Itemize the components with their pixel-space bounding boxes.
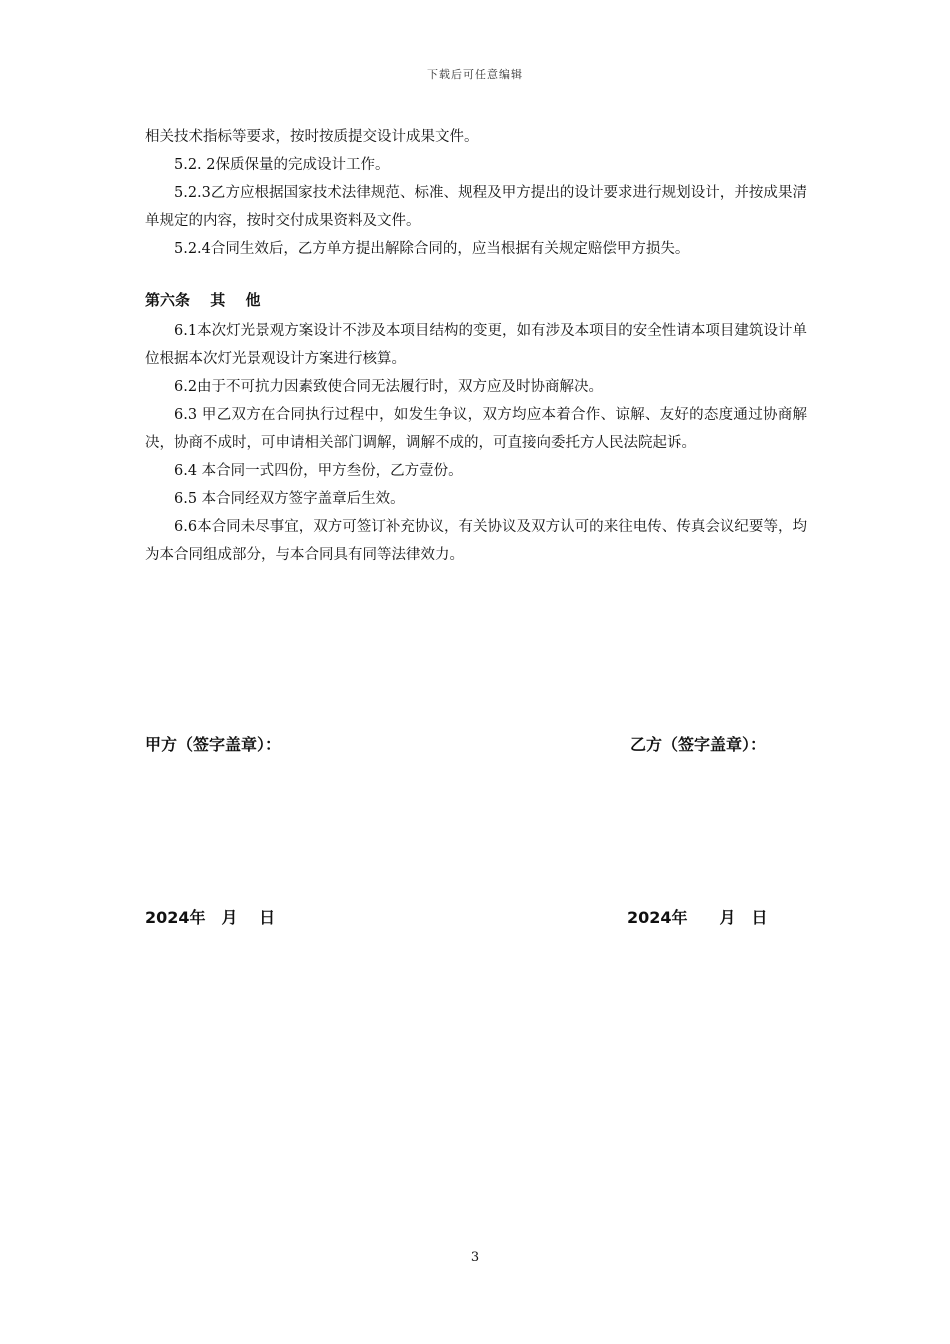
paragraph-5-2-2: 5.2. 2保质保量的完成设计工作。: [174, 157, 390, 173]
page-header: 下载后可任意编辑: [427, 68, 523, 81]
section-6-title: 第六条 其 他: [145, 291, 261, 309]
paragraph-5-2-4: 5.2.4合同生效后，乙方单方提出解除合同的，应当根据有关规定赔偿甲方损失。: [174, 241, 690, 257]
paragraph-5-2-3: 5.2.3乙方应根据国家技术法律规范、标准、规程及甲方提出的设计要求进行规划设计，并按成果清单规定的内容，按时交付成果资料及文件。: [145, 185, 807, 229]
party-b-signature-label: 乙方（签字盖章）：: [630, 735, 767, 754]
section-5-tail: [145, 123, 807, 263]
paragraph-5-2-1-tail: 相关技术指标等要求，按时按质提交设计成果文件。: [145, 129, 479, 145]
clause-6-1: 6.1本次灯光景观方案设计不涉及本项目结构的变更，如有涉及本项目的安全性请本项目建筑设计单位根据本次灯光景观设计方案进行核算。: [145, 323, 807, 367]
clause-6-4: 6.4 本合同一式四份，甲方叁份，乙方壹份。: [174, 463, 463, 479]
clause-6-3: 6.3 甲乙双方在合同执行过程中，如发生争议，双方均应本着合作、谅解、友好的态度通过协商解决，协商不成时，可申请相关部门调解，调解不成的，可直接向委托方人民法院起诉。: [145, 407, 807, 451]
page-number: 3: [470, 1250, 480, 1265]
clause-6-5: 6.5 本合同经双方签字盖章后生效。: [174, 491, 405, 507]
party-a-date: 2024年 月 日: [145, 908, 276, 927]
clause-6-2: 6.2由于不可抗力因素致使合同无法履行时，双方应及时协商解决。: [174, 379, 604, 395]
section-6-body: [145, 317, 807, 569]
party-a-signature-label: 甲方（签字盖章）：: [145, 735, 282, 754]
clause-6-6: 6.6本合同未尽事宜，双方可签订补充协议，有关协议及双方认可的来往电传、传真会议纪要等，均为本合同组成部分，与本合同具有同等法律效力。: [145, 519, 807, 563]
party-b-date: 2024年 月 日: [627, 908, 768, 927]
